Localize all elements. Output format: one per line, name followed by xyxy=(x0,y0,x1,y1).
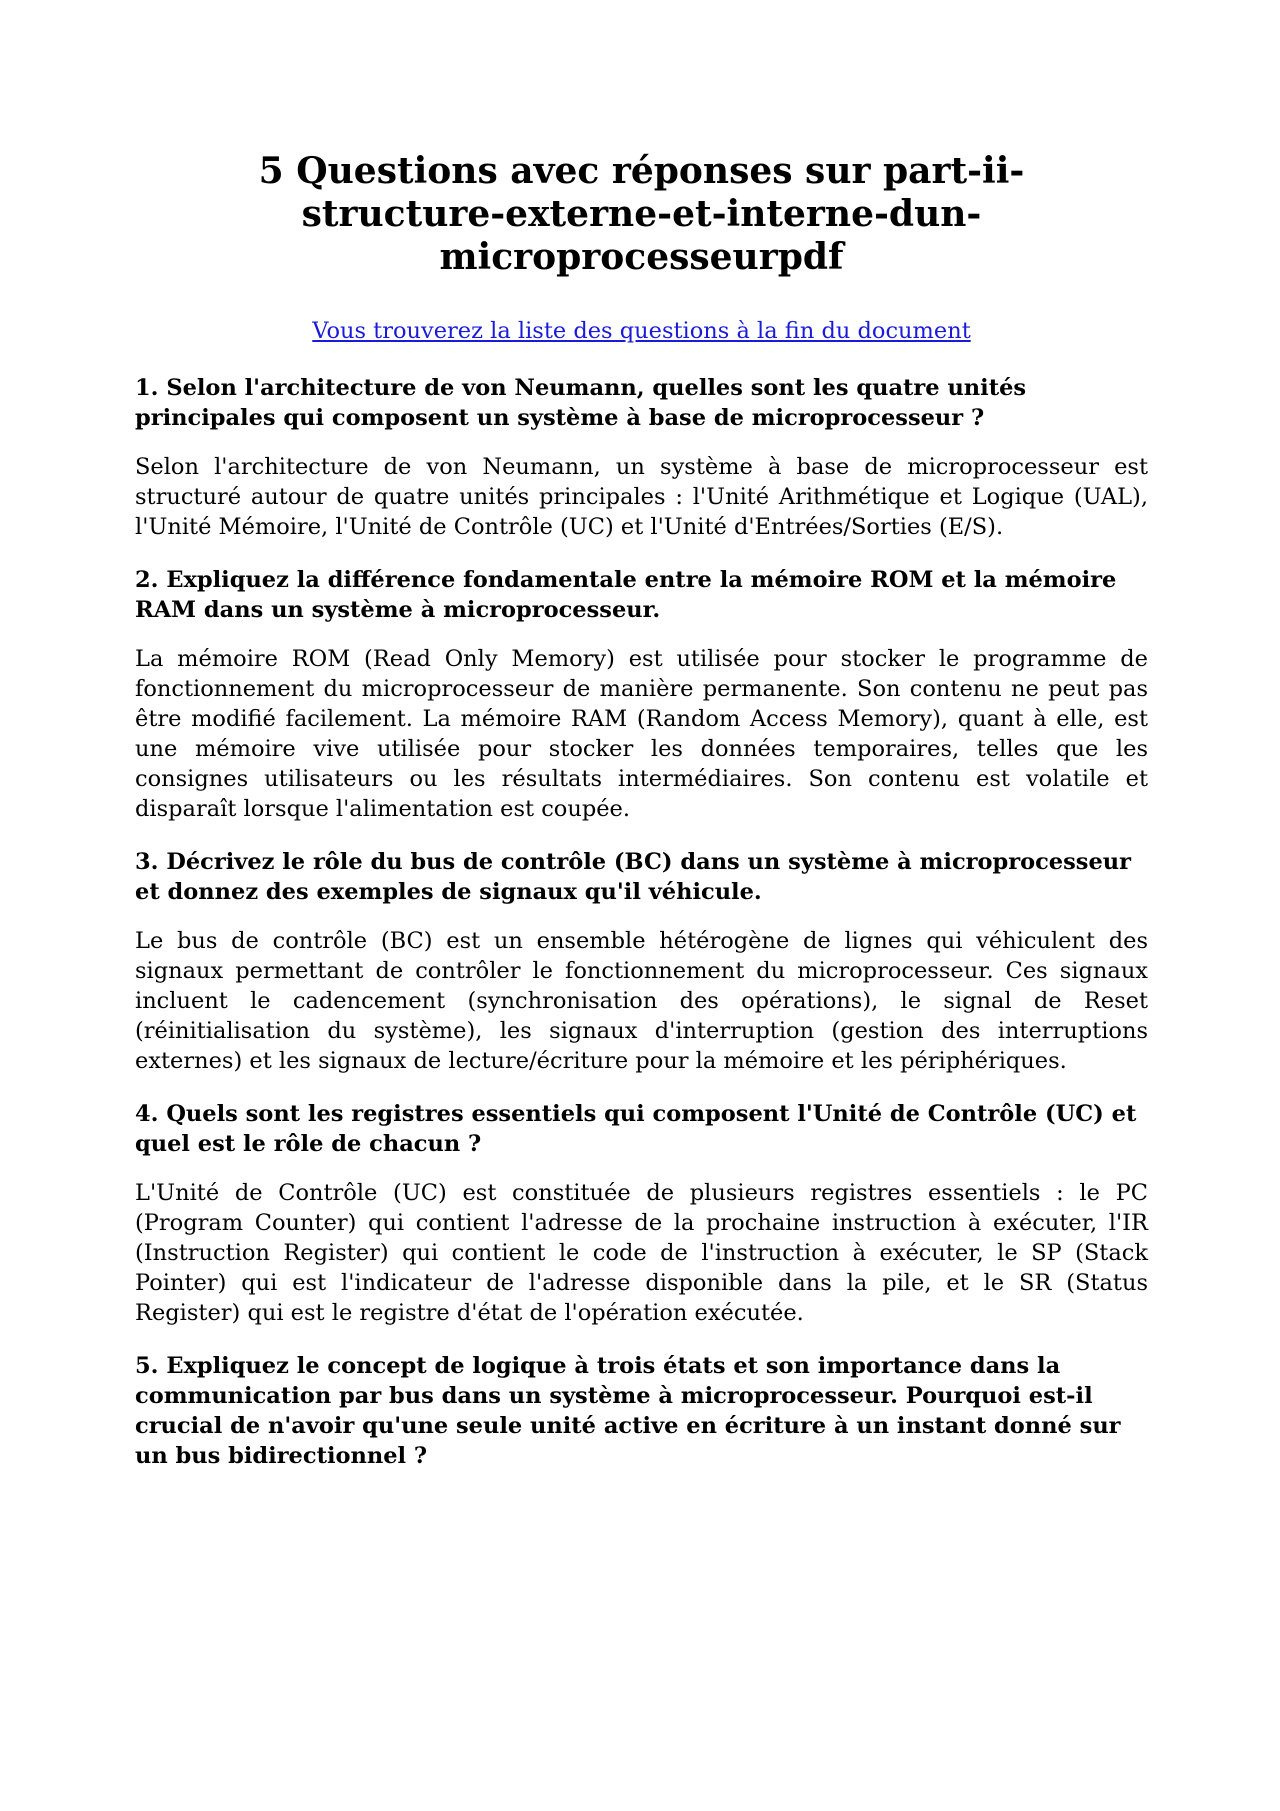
answer-2: La mémoire ROM (Read Only Memory) est utilisée pour stocker le programme de fonctionnement du microprocesseur de manière permanente. Son contenu ne peut pas être modifié facilement. La mémoire RAM (Random Access Memory), quant à elle, est une mémoire vive utilisée pour stocker les données temporaires, telles que les consignes utilisateurs ou les résultats intermédiaires. Son contenu est volatile et disparaît lorsque l'alimentation est coupée. xyxy=(135,646,1148,822)
qa-item-2 xyxy=(135,565,1148,824)
question-1: 1. Selon l'architecture de von Neumann, quelles sont les quatre unités principales qui composent un système à base de microprocesseur ? xyxy=(135,375,1027,431)
qa-item-4 xyxy=(135,1099,1148,1328)
answer-4: L'Unité de Contrôle (UC) est constituée de plusieurs registres essentiels : le PC (Program Counter) qui contient l'adresse de la prochaine instruction à exécuter, l'IR (Instruction Register) qui contient le code de l'instruction à exécuter, le SP (Stack Pointer) qui est l'indicateur de l'adresse disponible dans la pile, et le SR (Status Register) qui est le registre d'état de l'opération exécutée. xyxy=(135,1180,1148,1326)
question-2: 2. Expliquez la différence fondamentale entre la mémoire ROM et la mémoire RAM dans un système à microprocesseur. xyxy=(135,567,1117,623)
qa-item-3 xyxy=(135,847,1148,1076)
answer-1: Selon l'architecture de von Neumann, un système à base de microprocesseur est structuré autour de quatre unités principales : l'Unité Arithmétique et Logique (UAL), l'Unité Mémoire, l'Unité de Contrôle (UC) et l'Unité d'Entrées/Sorties (E/S). xyxy=(135,454,1148,540)
qa-item-1 xyxy=(135,373,1148,542)
qa-item-5 xyxy=(135,1351,1148,1471)
document-title: 5 Questions avec réponses sur part-ii-structure-externe-et-interne-dun-microprocesseurpdf xyxy=(258,150,1025,278)
question-5: 5. Expliquez le concept de logique à trois états et son importance dans la communication par bus dans un système à microprocesseur. Pourquoi est-il crucial de n'avoir qu'une seule unité active en écriture à un instant donné sur un bus bidirectionnel ? xyxy=(135,1353,1121,1469)
toc-link[interactable]: Vous trouverez la liste des questions à la fin du document xyxy=(312,318,971,344)
toc-link-container xyxy=(135,317,1148,345)
question-4: 4. Quels sont les registres essentiels qui composent l'Unité de Contrôle (UC) et quel est le rôle de chacun ? xyxy=(135,1101,1137,1157)
answer-3: Le bus de contrôle (BC) est un ensemble hétérogène de lignes qui véhiculent des signaux permettant de contrôler le fonctionnement du microprocesseur. Ces signaux incluent le cadencement (synchronisation des opérations), le signal de Reset (réinitialisation du système), les signaux d'interruption (gestion des interruptions externes) et les signaux de lecture/écriture pour la mémoire et les périphériques. xyxy=(135,928,1148,1074)
question-3: 3. Décrivez le rôle du bus de contrôle (BC) dans un système à microprocesseur et donnez des exemples de signaux qu'il véhicule. xyxy=(135,849,1131,905)
